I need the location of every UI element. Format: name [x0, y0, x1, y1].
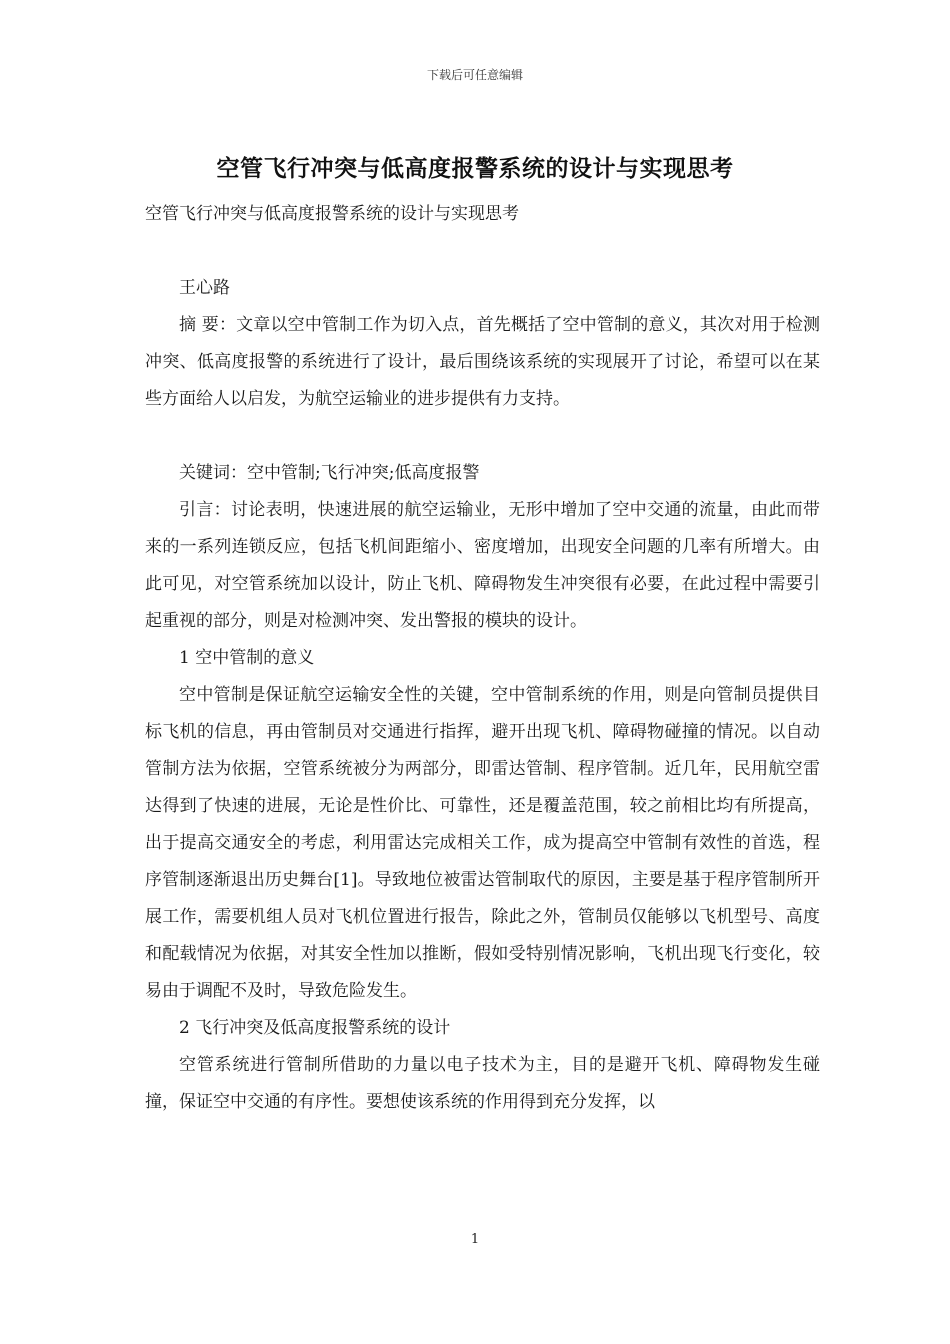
- intro-paragraph: 引言：讨论表明，快速进展的航空运输业，无形中增加了空中交通的流量，由此而带来的一系列连锁反应，包括飞机间距缩小、密度增加，出现安全问题的几率有所增大。由此可见，对空管系统加以设计，防止飞机、障碍物发生冲突很有必要，在此过程中需要引起重视的部分，则是对检测冲突、发出警报的模块的设计。: [145, 500, 820, 631]
- section-2-paragraph: 空管系统进行管制所借助的力量以电子技术为主，目的是避开飞机、障碍物发生碰撞，保证空中交通的有序性。要想使该系统的作用得到充分发挥，以: [145, 1055, 820, 1112]
- page-header-note: 下载后可任意编辑: [426, 68, 523, 82]
- keywords-line: 关键词：空中管制;飞行冲突;低高度报警: [179, 463, 480, 483]
- document-title: 空管飞行冲突与低高度报警系统的设计与实现思考: [216, 155, 734, 182]
- document-body: [145, 196, 820, 1121]
- page-number: 1: [470, 1232, 480, 1247]
- section-1-paragraph: 空中管制是保证航空运输安全性的关键，空中管制系统的作用，则是向管制员提供目标飞机的信息，再由管制员对交通进行指挥，避开出现飞机、障碍物碰撞的情况。以自动管制方法为依据，空管系统被分为两部分，即雷达管制、程序管制。近几年，民用航空雷达得到了快速的进展，无论是性价比、可靠性，还是覆盖范围，较之前相比均有所提高，出于提高交通安全的考虑，利用雷达完成相关工作，成为提高空中管制有效性的首选，程序管制逐渐退出历史舞台[1]。导致地位被雷达管制取代的原因，主要是基于程序管制所开展工作，需要机组人员对飞机位置进行报告，除此之外，管制员仅能够以飞机型号、高度和配载情况为依据，对其安全性加以推断，假如受特别情况影响，飞机出现飞行变化，较易由于调配不及时，导致危险发生。: [145, 685, 820, 1001]
- abstract-paragraph: 摘 要：文章以空中管制工作为切入点，首先概括了空中管制的意义，其次对用于检测冲突、低高度报警的系统进行了设计，最后围绕该系统的实现展开了讨论，希望可以在某些方面给人以启发，为航空运输业的进步提供有力支持。: [145, 315, 820, 409]
- author-name: 王心路: [179, 278, 230, 298]
- section-1-heading: 1 空中管制的意义: [179, 648, 315, 668]
- document-subtitle: 空管飞行冲突与低高度报警系统的设计与实现思考: [145, 204, 519, 224]
- section-2-heading: 2 飞行冲突及低高度报警系统的设计: [179, 1018, 451, 1038]
